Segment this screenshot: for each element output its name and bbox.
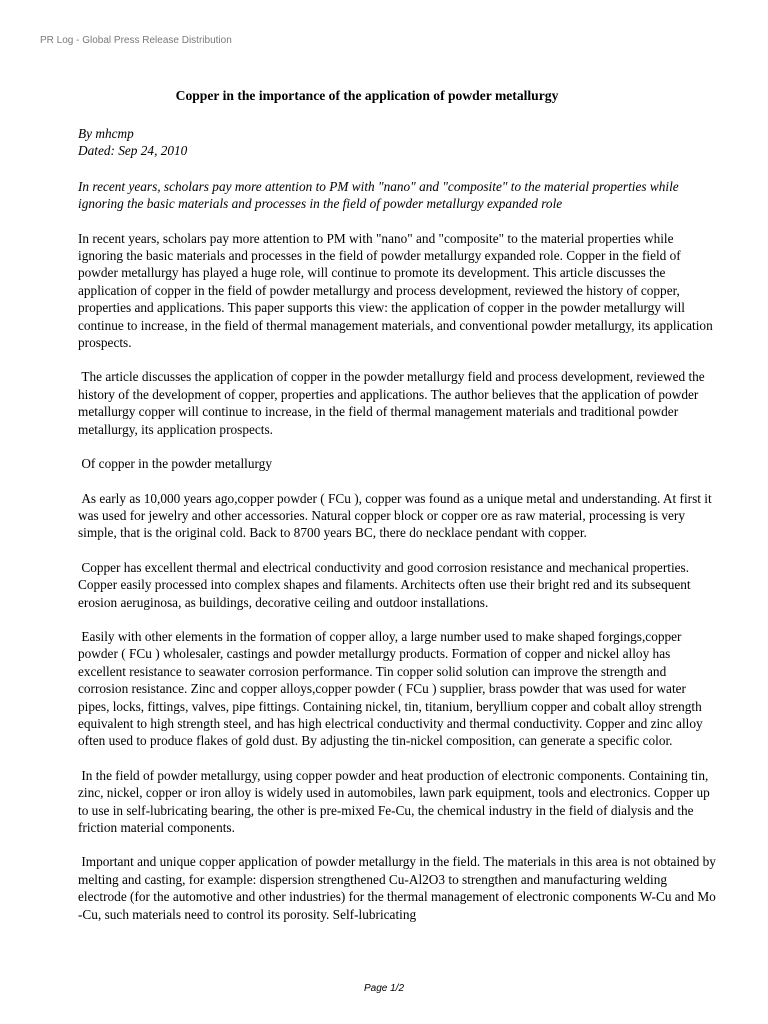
- dateline: Dated: Sep 24, 2010: [78, 143, 188, 159]
- paragraph-intro: In recent years, scholars pay more attention to PM with "nano" and "composite" to the material properties while ignoring the basic materials and processes in the field of powder metallurgy expanded role. Copper in the field of powder metallurgy has played a huge role, will continue to promote its development. This article discusses the application of copper in the field of powder metallurgy and process development, reviewed the history of copper, properties and applications. This paper supports this view: the application of copper in the powder metallurgy will continue to increase, in the field of thermal management materials, and conventional powder metallurgy, its application prospects.: [78, 230, 713, 351]
- paragraph-overview: The article discusses the application of copper in the powder metallurgy field and process development, reviewed the history of the development of copper, properties and applications. The author believes that the application of powder metallurgy copper will continue to increase, in the field of thermal management materials and traditional powder metallurgy, its application prospects.: [78, 369, 705, 437]
- byline: By mhcmp: [78, 126, 134, 141]
- paragraph-properties: Copper has excellent thermal and electrical conductivity and good corrosion resistance and mechanical properties. Copper easily processed into complex shapes and filaments. Architects often use their bright red and its subsequent erosion aeruginosa, as buildings, decorative ceiling and outdoor installations.: [78, 559, 691, 610]
- paragraph-components: In the field of powder metallurgy, using copper powder and heat production of electronic components. Containing tin, zinc, nickel, copper or iron alloy is widely used in automobiles, lawn park equipment, tools and electronics. Copper up to use in self-lubricating bearing, the other is pre-mixed Fe-Cu, the chemical industry in the field of dialysis and the friction material components.: [78, 767, 710, 835]
- article-body: [78, 125, 718, 940]
- page-number: Page 1/2: [363, 983, 405, 994]
- article-meta: [78, 125, 718, 160]
- article-title: Copper in the importance of the application of powder metallurgy: [175, 88, 559, 103]
- paragraph-history: As early as 10,000 years ago,copper powder ( FCu ), copper was found as a unique metal and understanding. At first it was used for jewelry and other accessories. Natural copper block or copper ore as raw material, processing is very simple, that is the original cold. Back to 8700 years BC, there do necklace pendant with copper.: [78, 490, 712, 541]
- article-summary: In recent years, scholars pay more attention to PM with "nano" and "composite" to the material properties while ignoring the basic materials and processes in the field of powder metallurgy expanded role: [78, 178, 679, 212]
- site-header: PR Log - Global Press Release Distribution: [40, 35, 232, 46]
- paragraph-applications: Important and unique copper application of powder metallurgy in the field. The materials in this area is not obtained by melting and casting, for example: dispersion strengthened Cu-Al2O3 to strengthen and manufacturing welding electrode (for the automotive and other industries) for the thermal management of electronic components W-Cu and Mo -Cu, such materials need to control its porosity. Self-lubricating: [78, 854, 716, 922]
- paragraph-alloys: Easily with other elements in the formation of copper alloy, a large number used to make shaped forgings,copper powder ( FCu ) wholesaler, castings and powder metallurgy products. Formation of copper and nickel alloy has excellent resistance to seawater corrosion performance. Tin copper solid solution can improve the strength and corrosion resistance. Zinc and copper alloys,copper powder ( FCu ) supplier, brass powder that was used for water pipes, locks, fittings, valves, pipe fittings. Containing nickel, tin, titanium, beryllium copper and cobalt alloy strength equivalent to high strength steel, and has high electrical conductivity and thermal conductivity. Copper and zinc alloy often used to produce flakes of gold dust. By adjusting the tin-nickel composition, can generate a specific color.: [78, 628, 703, 749]
- section-heading: Of copper in the powder metallurgy: [78, 456, 272, 472]
